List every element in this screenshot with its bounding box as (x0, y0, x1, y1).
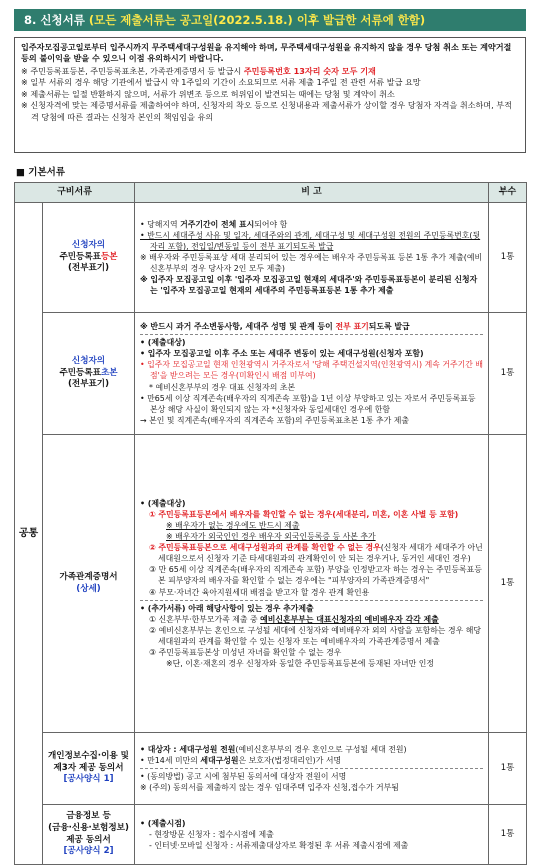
remarks-cell (135, 203, 489, 313)
doc-name-line: 신청자의 (71, 355, 106, 366)
remarks-cell (135, 435, 489, 733)
section-date-highlight: (모든 제출서류는 공고일(2022.5.18.) 이후 발급한 서류에 한함) (88, 13, 426, 27)
group-common-label: 공통 (15, 203, 43, 865)
table-header-row (15, 183, 527, 203)
divider (140, 334, 483, 335)
remark-line: ※ 배우자와 주민등록표상 세대 분리되어 있는 경우에는 배우자 주민등록표 등본 1통 추가 제출(예비신혼부부의 경우 당사자 2인 모두 제출) (140, 252, 483, 274)
doc-name-line: 금융정보 등 (66, 810, 111, 821)
remarks-cell (135, 733, 489, 805)
remark-line: ① 주민등록표등본에서 배우자를 확인할 수 없는 경우(세대분리, 미혼, 이혼 사별 등 포함) (149, 510, 459, 520)
doc-name-line: (상세) (76, 583, 101, 594)
remark-line: • 대상자 : 세대구성원 전원(예비신혼부부의 경우 혼인으로 구성될 세대 전원) (140, 744, 407, 754)
table-row (15, 203, 527, 313)
doc-name-line: 신청자의 (71, 239, 106, 250)
divider (140, 600, 483, 601)
header-remarks: 비 고 (135, 183, 489, 203)
remark-line: ※단, 이혼·재혼의 경우 신청자와 동일한 주민등록표등본에 등재된 자녀만 인정 (166, 658, 434, 668)
remark-line: → 본인 및 직계존속(배우자의 직계존속 포함)의 주민등록표초본 1통 추가 제출 (140, 415, 410, 425)
doc-name-line: (금융·신용·보험정보) (48, 822, 129, 833)
remark-line: • 만14세 미만의 세대구성원은 보호자(법정대리인)가 서명 (140, 755, 342, 765)
remark-line: ① 신혼부부·한부모가족 제출 중 예비신혼부부는 대표신청자의 예비배우자 각각 제출 (149, 614, 439, 624)
doc-name-line: (전부표기) (67, 263, 110, 274)
table-row (15, 733, 527, 805)
remark-line: • 만65세 이상 직계존속(배우자의 직계존속 포함)을 1년 이상 부양하고 있는 자로서 주민등록표등본상 해당 사실이 확인되지 않는 자 *신청자와 동일세대인 경우에 한함 (140, 393, 476, 414)
doc-name-cell (43, 435, 135, 733)
remark-line: • (제출시점) (140, 818, 186, 828)
header-count: 부수 (489, 183, 527, 203)
count-cell: 1통 (489, 203, 527, 313)
notice-intro: 입주자모집공고일로부터 입주시까지 무주택세대구성원을 유지해야 하며, 무주택세대구성원을 유지하지 않을 경우 당첨 취소 또는 계약거절 등의 불이익을 받을 수 있으니 이점 유의하시기 바랍니다. (21, 42, 512, 64)
count-cell: 1통 (489, 733, 527, 805)
doc-name-highlight: 등본 (100, 251, 118, 262)
section-number-title: 8. 신청서류 (24, 13, 85, 27)
remark-line: ※ 배우자가 없는 경우에도 반드시 제출 (166, 521, 300, 531)
doc-name-line: 제3자 제공 동의서 (53, 762, 124, 773)
doc-name-line: 제공 동의서 (66, 834, 111, 845)
remarks-cell (135, 805, 489, 865)
doc-name-line: 개인정보수집·이용 및 (48, 750, 129, 761)
remark-line: • 입주자 모집공고일 이후 주소 또는 세대주 변동이 있는 세대구성원(신청자 포함) (140, 349, 424, 359)
remark-line: • 입주자 모집공고일 현재 인천광역시 거주자로서 '당해 주택건설지역(인천광역시) 계속 거주기간 배점'을 받으려는 모든 경우(미확인시 배점 미부여) (140, 360, 483, 381)
documents-table (14, 182, 527, 865)
doc-name-line: 주민등록표 (59, 251, 101, 262)
doc-name-line: 주민등록표 (59, 367, 101, 378)
count-cell: 1통 (489, 805, 527, 865)
remark-line: ② 예비신혼부부는 혼인으로 구성될 세대에 신청자와 예비배우자 외의 사람을 포함하는 경우 해당 세대원과의 관계를 확인할 수 있는 신청자 또는 예비배우자의 가족관계증명서 제출 (149, 625, 481, 646)
count-cell: 1통 (489, 313, 527, 435)
remark-line: ※ (주의) 동의서를 제출하지 않는 경우 임대주택 입주자 신청,접수가 거부됨 (140, 783, 399, 793)
remark-line: ※ 배우자가 외국인인 경우 배우자 외국인등록증 등 사본 추가 (166, 532, 376, 542)
notice-note-4: ※ 신청자격에 맞는 제증명서류를 제출하여야 하며, 신청자의 착오 등으로 신청내용과 제출서류가 상이할 경우 당첨자 자격을 취소하며, 부적격 당첨에 따른 결과는 신청자 본인의 책임임을 유의 (21, 100, 512, 122)
section-header (14, 9, 526, 31)
doc-name-cell (43, 733, 135, 805)
remark-line: • (동의방법) 공고 시에 첨부된 동의서에 대상자 전원이 서명 (140, 772, 347, 781)
remark-line: • 당해지역 거주기간이 전체 표시되어야 함 (140, 219, 288, 229)
table-row (15, 805, 527, 865)
remark-line: • (추가서류) 아래 해당사항이 있는 경우 추가제출 (140, 603, 314, 613)
remark-line: - 현장방문 신청자 : 접수시점에 제출 (149, 829, 274, 839)
notice-box (14, 37, 526, 153)
notice-note-1 (21, 66, 519, 77)
table-row (15, 313, 527, 435)
basic-documents-heading: ■ 기본서류 (16, 167, 65, 178)
notice-note-1-red: 주민등록번호 13자리 숫자 모두 기재 (243, 65, 376, 76)
doc-name-line: (전부표기) (67, 379, 110, 390)
remark-line: ※ 입주자 모집공고일 이후 '입주자 모집공고일 현재의 세대주'와 주민등록표등본이 분리된 신청자는 '입주자 모집공고일 현재의 세대주의 주민등록표등본 1통 추가 제출 (140, 275, 478, 296)
doc-name-cell (43, 313, 135, 435)
remark-line: ※ 반드시 과거 주소변동사항, 세대주 성명 및 관계 등이 전부 표기되도록 발급 (140, 322, 410, 332)
remark-line: * 예비신혼부부의 경우 대표 신청자의 초본 (149, 382, 296, 392)
remark-line: ③ 주민등록표등본상 미성년 자녀를 확인할 수 없는 경우 (149, 647, 342, 657)
doc-name-line: [공사양식 2] (63, 846, 114, 857)
remark-line: • 반드시 세대주성 사유 및 일자, 세대주와의 관계, 세대구성 및 세대구성원 전원의 주민등록번호(뒷자리 포함), 전입일/변동일 등이 전부 표기되도록 발급 (140, 230, 481, 251)
remark-line: - 인터넷·모바일 신청자 : 서류제출대상자로 확정된 후 서류 제출시점에 제출 (149, 841, 409, 851)
table-row (15, 435, 527, 733)
remark-line: ② 주민등록표등본으로 세대구성원과의 관계를 확인할 수 없는 경우(신청자 세대가 세대주가 아닌 세대원으로서 신청자 기준 타세대원과의 관계확인이 안 되는 경우거나, 동거인 세대인 경우) (149, 543, 483, 564)
header-required-docs: 구비서류 (15, 183, 135, 203)
remark-line: ④ 부모·자녀간 육아지원세대 배점을 받고자 할 경우 관계 확인용 (149, 587, 370, 597)
remark-line: • (제출대상) (140, 338, 186, 348)
doc-name-cell (43, 805, 135, 865)
doc-name-line: 가족관계증명서 (59, 571, 118, 582)
doc-name-highlight: 초본 (100, 367, 118, 378)
count-cell: 1통 (489, 435, 527, 733)
doc-name-cell (43, 203, 135, 313)
notice-note-2: ※ 일부 서류의 경우 해당 기관에서 발급시 약 1주일의 기간이 소요되므로 서류 제출 1주일 전 관련 서류 발급 요망 (21, 77, 421, 88)
notice-note-1-text: ※ 주민등록표등본, 주민등록표초본, 가족관계증명서 등 발급시 (21, 65, 244, 76)
doc-name-line: [공사양식 1] (63, 774, 114, 785)
remarks-cell (135, 313, 489, 435)
divider (140, 768, 483, 769)
remark-line: ③ 만 65세 이상 직계존속(배우자의 직계존속 포함) 부양을 인정받고자 하는 경우는 주민등록표등본 피부양자의 배우자를 확인할 수 없는 경우에는 "피부양자의 가족관계증명서" (149, 565, 482, 586)
notice-note-3: ※ 제출서류는 일절 반환하지 않으며, 서류가 위변조 등으로 허위임이 발견되는 때에는 당첨 및 계약이 취소 (21, 88, 395, 99)
remark-line: • (제출대상) (140, 499, 186, 509)
